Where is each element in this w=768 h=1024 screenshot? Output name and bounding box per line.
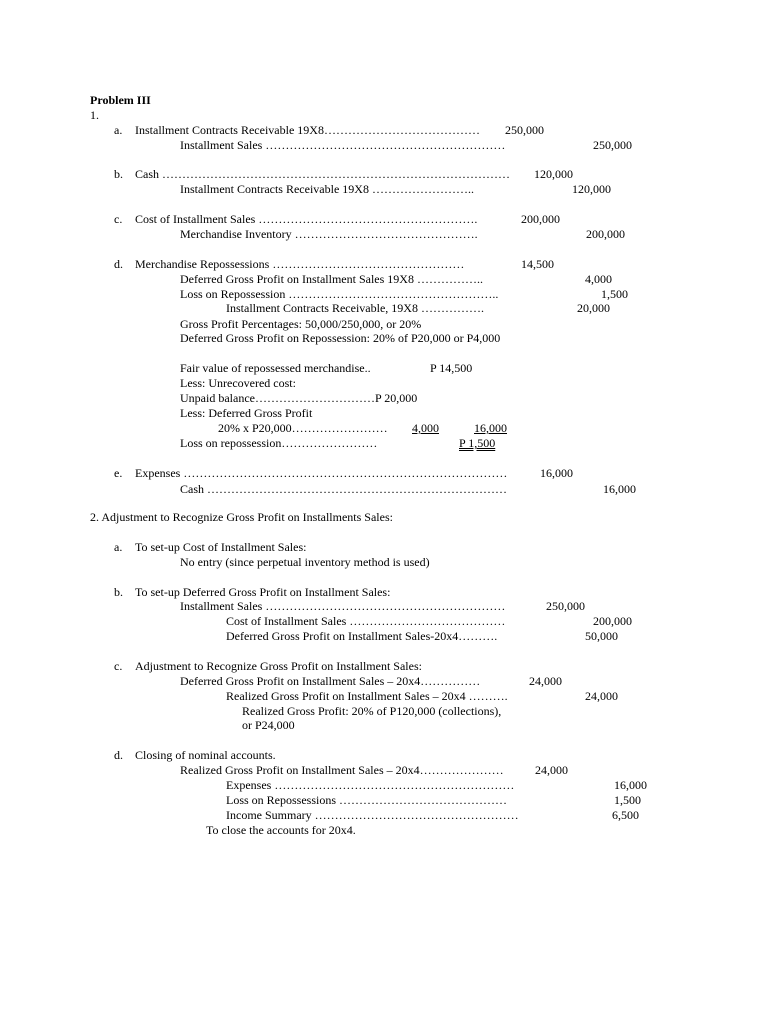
computation-amount: 16,000 xyxy=(474,421,507,435)
debit-account: Realized Gross Profit on Installment Sales – 20x4………………… xyxy=(180,763,504,777)
debit-amount: 24,000 xyxy=(529,674,562,688)
debit-account: Installment Sales …………………………………………………… xyxy=(180,599,506,613)
debit-account: Cash …………………………………………………………………………… xyxy=(135,167,510,181)
explanation-note: or P24,000 xyxy=(242,718,295,732)
computation-label: Less: Unrecovered cost: xyxy=(180,376,296,390)
debit-account: Installment Contracts Receivable 19X8………………………………… xyxy=(135,123,480,137)
explanation-note: Deferred Gross Profit on Repossession: 20% of P20,000 or P4,000 xyxy=(180,331,501,345)
credit-account: Deferred Gross Profit on Installment Sales-20x4………. xyxy=(226,629,498,643)
credit-amount: 6,500 xyxy=(612,808,639,822)
entry-title: To set-up Deferred Gross Profit on Installment Sales: xyxy=(135,585,391,599)
credit-account: Realized Gross Profit on Installment Sales – 20x4 ………. xyxy=(226,689,508,703)
computation-amount: 4,000 xyxy=(412,421,439,435)
debit-account: Expenses ……………………………………………………………………… xyxy=(135,466,508,480)
entry-title: Adjustment to Recognize Gross Profit on Installment Sales: xyxy=(135,659,422,673)
computation-amount: P 14,500 xyxy=(430,361,473,375)
entry-letter: b. xyxy=(114,167,123,181)
credit-amount: 16,000 xyxy=(603,482,636,496)
debit-amount: 14,500 xyxy=(521,257,554,271)
entry-letter: a. xyxy=(114,123,123,137)
computation-total: P 1,500 xyxy=(459,436,496,450)
debit-amount: 16,000 xyxy=(540,466,573,480)
debit-amount: 200,000 xyxy=(521,212,560,226)
debit-amount: 250,000 xyxy=(546,599,585,613)
debit-account: Deferred Gross Profit on Installment Sales – 20x4…………… xyxy=(180,674,481,688)
entry-letter: c. xyxy=(114,659,123,673)
credit-account: Deferred Gross Profit on Installment Sales 19X8 …………….. xyxy=(180,272,483,286)
page-title: Problem III xyxy=(90,93,151,107)
credit-amount: 20,000 xyxy=(577,301,610,315)
entry-letter: a. xyxy=(114,540,123,554)
credit-amount: 50,000 xyxy=(585,629,618,643)
credit-amount: 200,000 xyxy=(586,227,625,241)
credit-amount: 1,500 xyxy=(614,793,641,807)
computation-label: Fair value of repossessed merchandise.. xyxy=(180,361,371,375)
credit-account: Cost of Installment Sales ………………………………… xyxy=(226,614,506,628)
credit-account: Installment Contracts Receivable 19X8 …………………….. xyxy=(180,182,474,196)
credit-amount: 4,000 xyxy=(585,272,612,286)
explanation-note: To close the accounts for 20x4. xyxy=(206,823,356,837)
credit-account: Expenses …………………………………………………… xyxy=(226,778,515,792)
entry-letter: d. xyxy=(114,748,123,762)
computation-label: Loss on repossession…………………… xyxy=(180,436,378,450)
entry-letter: b. xyxy=(114,585,123,599)
credit-account: Cash ………………………………………………………………… xyxy=(180,482,507,496)
section-1-number: 1. xyxy=(90,108,99,122)
credit-account: Income Summary …………………………………………… xyxy=(226,808,519,822)
credit-account: Loss on Repossession …………………………………………….. xyxy=(180,287,499,301)
explanation-note: Realized Gross Profit: 20% of P120,000 (collections), xyxy=(242,704,502,718)
credit-account: Installment Sales …………………………………………………… xyxy=(180,138,506,152)
debit-account: Merchandise Repossessions ………………………………………… xyxy=(135,257,465,271)
computation-label: 20% x P20,000…………………… xyxy=(218,421,388,435)
debit-amount: 24,000 xyxy=(535,763,568,777)
entry-letter: e. xyxy=(114,466,123,480)
credit-account: Installment Contracts Receivable, 19X8 ……………. xyxy=(226,301,484,315)
debit-amount: 250,000 xyxy=(505,123,544,137)
section-2-heading: 2. Adjustment to Recognize Gross Profit on Installments Sales: xyxy=(90,510,393,524)
debit-amount: 120,000 xyxy=(534,167,573,181)
credit-amount: 200,000 xyxy=(593,614,632,628)
entry-letter: c. xyxy=(114,212,123,226)
credit-account: Merchandise Inventory ………………………………………. xyxy=(180,227,478,241)
credit-amount: 250,000 xyxy=(593,138,632,152)
entry-letter: d. xyxy=(114,257,123,271)
credit-amount: 24,000 xyxy=(585,689,618,703)
debit-account: Cost of Installment Sales ………………………………………………. xyxy=(135,212,478,226)
credit-amount: 16,000 xyxy=(614,778,647,792)
entry-title: To set-up Cost of Installment Sales: xyxy=(135,540,307,554)
credit-amount: 1,500 xyxy=(601,287,628,301)
computation-label: Less: Deferred Gross Profit xyxy=(180,406,313,420)
credit-account: Loss on Repossessions …………………………………… xyxy=(226,793,508,807)
entry-title: Closing of nominal accounts. xyxy=(135,748,276,762)
computation-label: Unpaid balance…………………………P 20,000 xyxy=(180,391,418,405)
explanation-note: Gross Profit Percentages: 50,000/250,000, or 20% xyxy=(180,317,422,331)
entry-line: No entry (since perpetual inventory method is used) xyxy=(180,555,430,569)
credit-amount: 120,000 xyxy=(572,182,611,196)
